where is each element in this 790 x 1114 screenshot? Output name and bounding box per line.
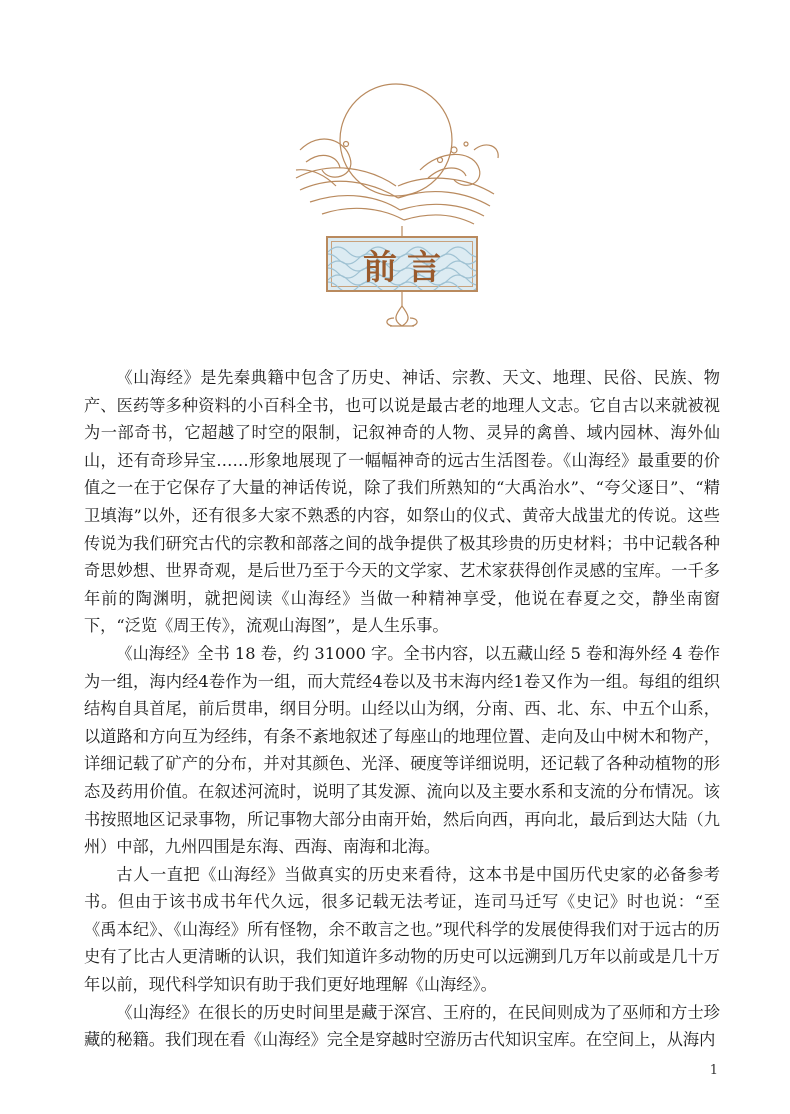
page-title: 前言 [363, 247, 451, 288]
paragraph-4: 《山海经》在很长的历史时间里是藏于深宫、王府的，在民间则成为了巫师和方士珍藏的秘籍。我们现在看《山海经》完全是穿越时空游历古代知识宝库。在空间上，从海内 [84, 1002, 720, 1050]
page-number: 1 [709, 1063, 718, 1078]
paragraph-3: 古人一直把《山海经》当做真实的历史来看待，这本书是中国历代史家的必备参考书。但由于该书成书年代久远，很多记载无法考证，连司马迁写《史记》时也说：“至《禹本纪》、《山海经》所有怪物，余不敢言之也。”现代科学的发展使得我们对于远古的历史有了比古人更清晰的认识，我们知道许多动物的历史可以远溯到几万年以前或是几十万年以前，现代科学知识有助于我们更好地理解《山海经》。 [84, 864, 720, 995]
paragraph-1: 《山海经》是先秦典籍中包含了历史、神话、宗教、天文、地理、民俗、民族、物产、医药等多种资料的小百科全书，也可以说是最古老的地理人文志。它自古以来就被视为一部奇书，它超越了时空的限制，记叙神奇的人物、灵异的禽兽、域内园林、海外仙山，还有奇珍异宝……形象地展现了一幅幅神奇的远古生活图卷。《山海经》最重要的价值之一在于它保存了大量的神话传说，除了我们所熟知的“大禹治水”、“夸父逐日”、“精卫填海”以外，还有很多大家不熟悉的内容，如祭山的仪式、黄帝大战蚩尤的传说。这些传说为我们研究古代的宗教和部落之间的战争提供了极其珍贵的历史材料；书中记载各种奇思妙想、世界奇观，是后世乃至于今天的文学家、艺术家获得创作灵感的宝库。一千多年前的陶渊明，就把阅读《山海经》当做一种精神享受，他说在春夏之交，静坐南窗下，“泛览《周王传》，流观山海图”，是人生乐事。 [84, 368, 720, 636]
body-text [84, 364, 720, 1054]
title-box [326, 236, 478, 292]
paragraph-2: 《山海经》全书 18 卷，约 31000 字。全书内容，以五藏山经 5 卷和海外经 4 卷作为一组，海内经4卷作为一组，而大荒经4卷以及书末海内经1卷又作为一组。每组的组织结构自具首尾，前后贯串，纲目分明。山经以山为纲，分南、西、北、东、中五个山系，以道路和方向互为经纬，有条不紊地叙述了每座山的地理位置、走向及山中树木和物产，详细记载了矿产的分布，并对其颜色、光泽、硬度等详细说明，还记载了各种动植物的形态及药用价值。在叙述河流时，说明了其发源、流向以及主要水系和支流的分布情况。该书按照地区记录事物，所记事物大部分由南开始，然后向西，再向北，最后到达大陆（九州）中部，九州四围是东海、西海、南海和北海。 [84, 643, 720, 857]
lotus-ornament-icon [387, 306, 417, 326]
